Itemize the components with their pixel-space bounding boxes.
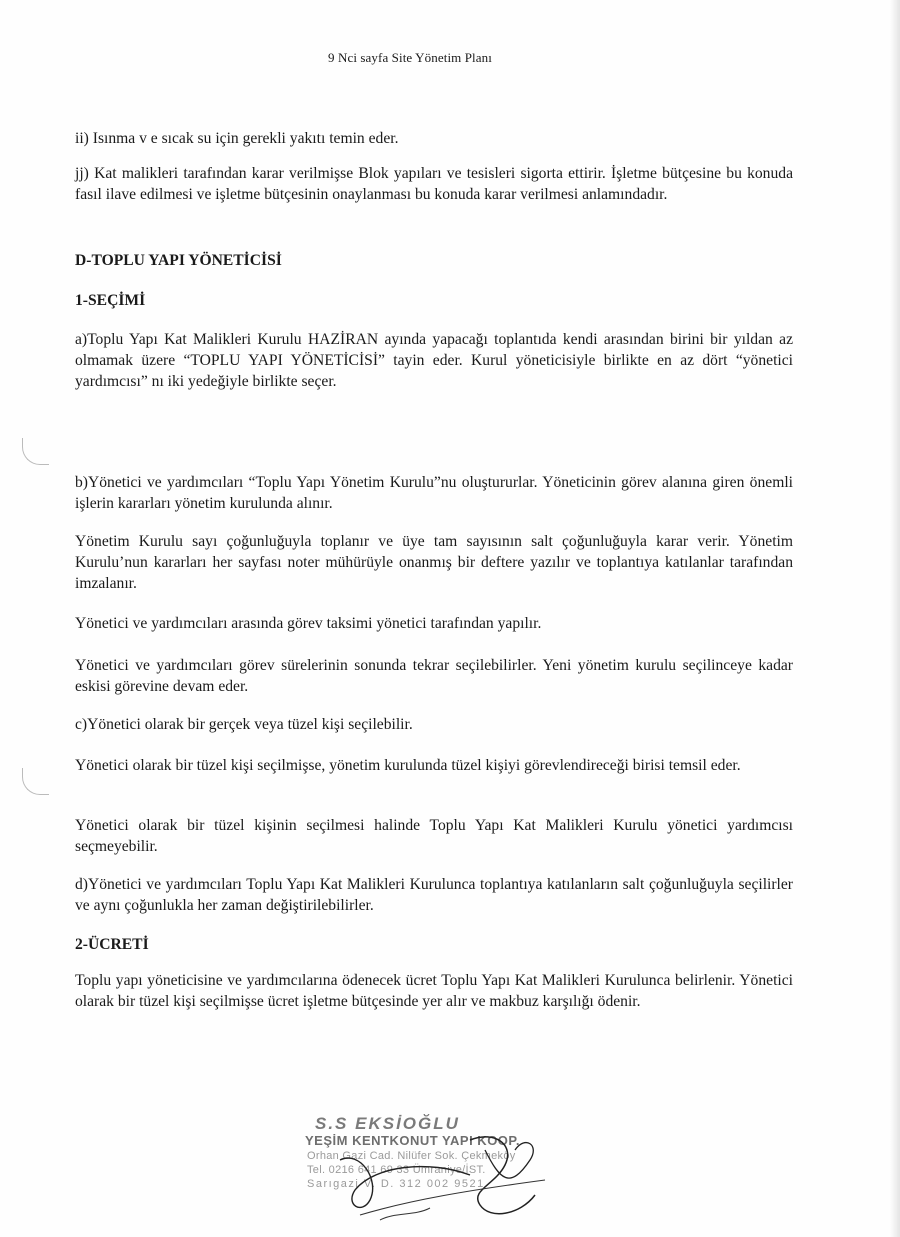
stamp-line-3: Orhan Gazi Cad. Nilüfer Sok. Çekmeköy — [307, 1150, 516, 1162]
paragraph-d: d)Yönetici ve yardımcıları Toplu Yapı Kat Malikleri Kurulunca toplantıya katılanların salt çoğunluğuyla seçilirler ve aynı çoğunlukla her zaman değiştirilebilirler. — [75, 876, 793, 914]
subheading-secimi: 1-SEÇİMİ — [75, 292, 146, 309]
page-header: 9 Nci sayfa Site Yönetim Planı — [328, 50, 492, 65]
paragraph-c: c)Yönetici olarak bir gerçek veya tüzel kişi seçilebilir. — [75, 716, 413, 733]
stamp-line-5: Sarıgazi V. D. 312 002 9521 — [307, 1178, 485, 1190]
paragraph-gorev-suresi: Yönetici ve yardımcıları görev sürelerinin sonunda tekrar seçilebilirler. Yeni yönetim kurulu seçilinceye kadar eskisi görevine devam eder. — [75, 657, 793, 695]
stamp-line-2: YEŞİM KENTKONUT YAPI KOOP. — [305, 1133, 521, 1148]
subheading-ucreti: 2-ÜCRETİ — [75, 936, 149, 953]
paragraph-ii: ii) Isınma v e sıcak su için gerekli yakıtı temin eder. — [75, 130, 399, 147]
paragraph-b: b)Yönetici ve yardımcıları “Toplu Yapı Yönetim Kurulu”nu oluştururlar. Yöneticinin görev alanına giren önemli işlerin kararları yönetim kurulunda alınır. — [75, 474, 793, 512]
punch-hole-mark — [22, 438, 49, 465]
stamp-line-1: S.S EKSİOĞLU — [315, 1114, 460, 1133]
paragraph-gorev-taksimi: Yönetici ve yardımcıları arasında görev taksimi yönetici tarafından yapılır. — [75, 615, 542, 632]
page-edge-shadow — [890, 0, 900, 1237]
punch-hole-mark — [22, 768, 49, 795]
paragraph-ucret: Toplu yapı yöneticisine ve yardımcılarına ödenecek ücret Toplu Yapı Kat Malikleri Kurulunca belirlenir. Yönetici olarak bir tüzel kişi seçilmişse ücret işletme bütçesinde yer alır ve makbuz karşılığı ödenir. — [75, 972, 793, 1010]
handwritten-signature — [320, 1120, 560, 1230]
section-heading: D-TOPLU YAPI YÖNETİCİSİ — [75, 252, 282, 269]
paragraph-kurul: Yönetim Kurulu sayı çoğunluğuyla toplanır ve üye tam sayısının salt çoğunluğuyla karar verir. Yönetim Kurulu’nun kararları her sayfası noter mühürüyle onanmış bir deftere yazılır ve toplantıya katılanlar tarafından imzalanır. — [75, 533, 793, 592]
paragraph-tuzel-kisi-2: Yönetici olarak bir tüzel kişinin seçilmesi halinde Toplu Yapı Kat Malikleri Kurulu yönetici yardımcısı seçmeyebilir. — [75, 817, 793, 855]
paragraph-jj: jj) Kat malikleri tarafından karar verilmişse Blok yapıları ve tesisleri sigorta ettirir. İşletme bütçesine bu konuda fasıl ilave edilmesi ve işletme bütçesinin onaylanması bu konuda karar verilmesi anlamındadır. — [75, 165, 793, 203]
paragraph-tuzel-kisi-1: Yönetici olarak bir tüzel kişi seçilmişse, yönetim kurulunda tüzel kişiyi görevlendireceği birisi temsil eder. — [75, 757, 741, 774]
paragraph-a: a)Toplu Yapı Kat Malikleri Kurulu HAZİRAN ayında yapacağı toplantıda kendi arasından birini bir yıldan az olmamak üzere “TOPLU YAPI YÖNETİCİSİ” tayin eder. Kurul yöneticisiyle birlikte en az dört “yönetici yardımcısı” nı iki yedeğiyle birlikte seçer. — [75, 331, 793, 390]
stamp-line-4: Tel. 0216 641 69 33 Ümraniye/İST. — [307, 1164, 486, 1176]
